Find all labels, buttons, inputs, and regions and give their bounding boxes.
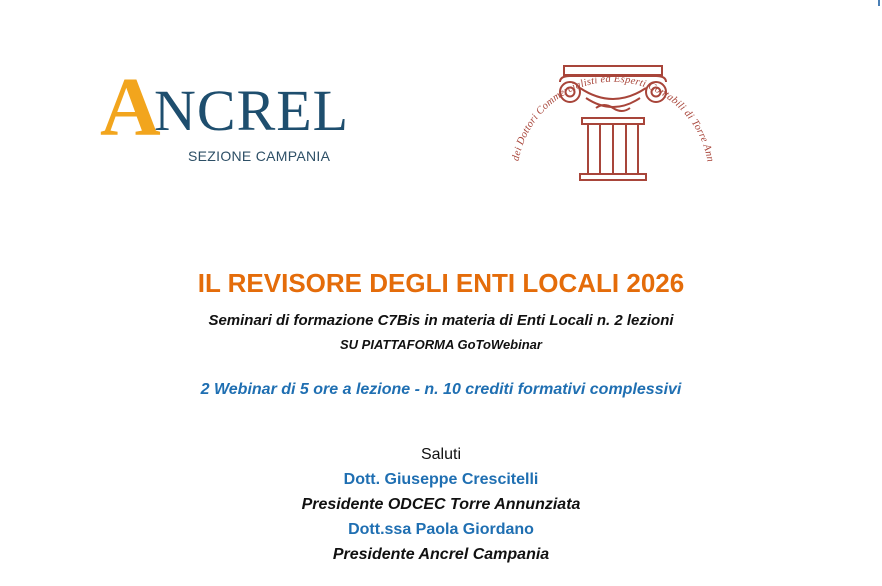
odcec-seal-logo	[500, 14, 726, 186]
speaker-role: Presidente Ancrel Campania	[332, 546, 550, 563]
speaker-name: Dott.ssa Paola Giordano	[348, 521, 534, 538]
greetings-label: Saluti	[420, 446, 462, 463]
speaker-role: Presidente ODCEC Torre Annunziata	[301, 496, 581, 513]
credits-line: 2 Webinar di 5 ore a lezione - n. 10 crediti formativi complessivi	[200, 381, 682, 398]
page-title: IL REVISORE DEGLI ENTI LOCALI 2026	[197, 268, 685, 298]
platform-line: SU PIATTAFORMA GoToWebinar	[340, 337, 542, 352]
ancrel-logo	[100, 61, 372, 172]
ancrel-logo-initial: A	[100, 61, 161, 154]
ancrel-logo-wordmark: NCREL	[154, 78, 350, 143]
edge-marker	[878, 0, 880, 6]
speaker-name: Dott. Giuseppe Crescitelli	[343, 471, 539, 488]
ancrel-logo-subtitle: SEZIONE CAMPANIA	[188, 148, 331, 164]
ionic-column-icon	[500, 14, 726, 186]
svg-text:Ordine dei Dottori Commerciali: dei Dottori Commercialisti ed Esperti Contabili di Torre Ann	[510, 73, 716, 163]
seminar-subtitle: Seminari di formazione C7Bis in materia di Enti Locali n. 2 lezioni	[208, 312, 674, 329]
